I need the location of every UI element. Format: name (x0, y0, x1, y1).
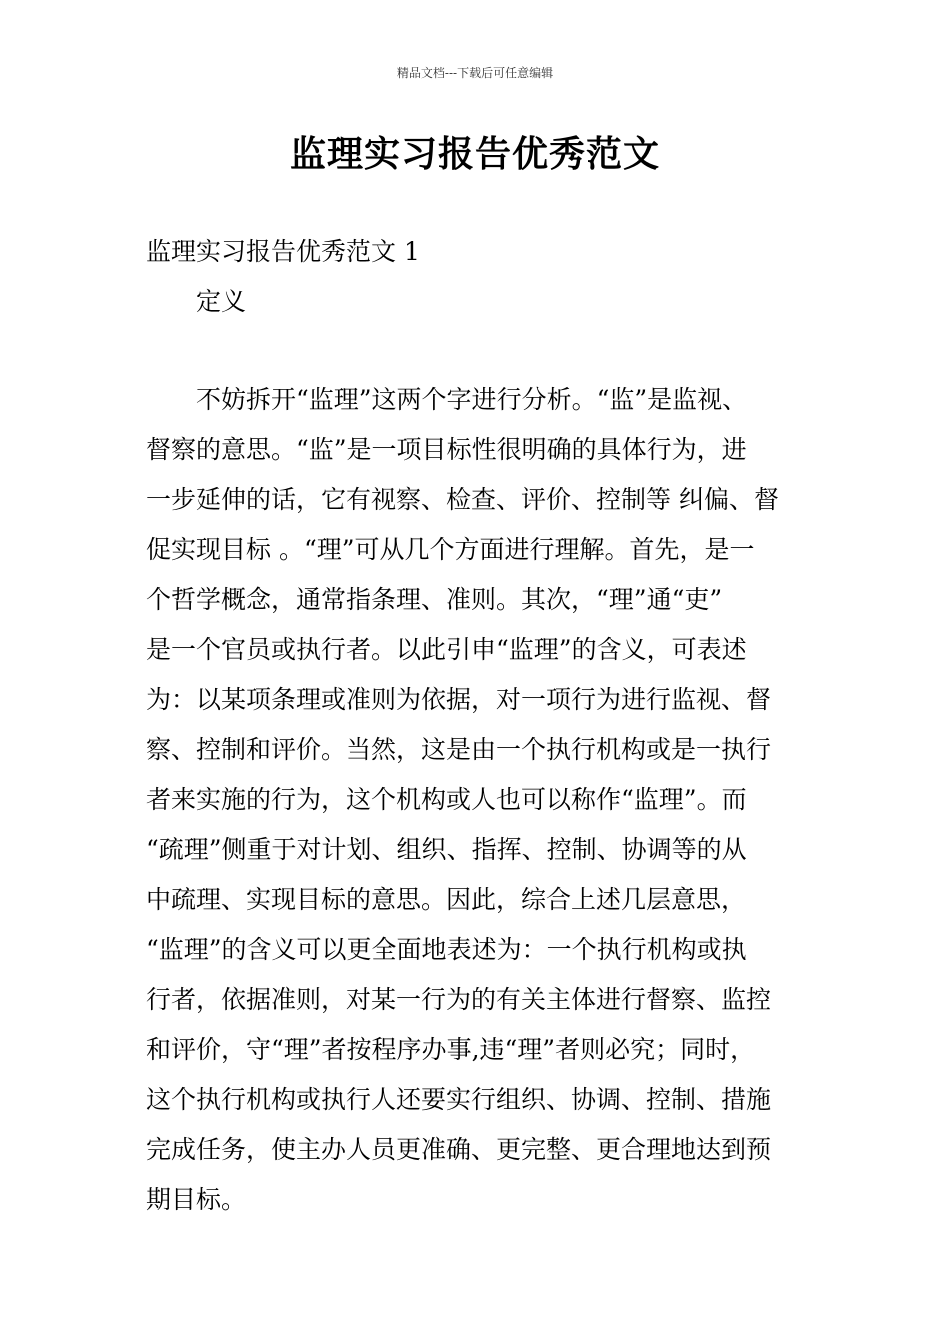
paragraph-line: 行者，依据准则，对某一行为的有关主体进行督察、监控 (146, 985, 772, 1014)
paragraph-line: “疏理”侧重于对计划、组织、指挥、控制、协调等的从 (146, 835, 747, 864)
paragraph-line: 是一个官员或执行者。以此引申“监理”的含义，可表述 (146, 635, 747, 664)
body-paragraph (146, 375, 826, 1225)
paragraph-line: 一步延伸的话，它有视察、检查、评价、控制等 纠偏、督 (146, 485, 779, 514)
document-title: 监理实习报告优秀范文 (289, 133, 660, 175)
paragraph-line: 和评价，守“理”者按程序办事,违“理”者则必究；同时， (146, 1035, 756, 1064)
paragraph-line: 促实现目标 。“理”可从几个方面进行理解。首先，是一 (146, 535, 755, 564)
header-note: 精品文档---下载后可任意编辑 (396, 66, 554, 80)
paragraph-line: 这个执行机构或执行人还要实行组织、协调、控制、措施 (146, 1085, 772, 1114)
paragraph-line: 中疏理、实现目标的意思。因此，综合上述几层意思， (146, 885, 747, 914)
paragraph-line: 个哲学概念，通常指条理、准则。其次，“理”通“吏” (146, 585, 723, 614)
section-title: 监理实习报告优秀范文 1 (146, 237, 420, 266)
paragraph-line: 不妨拆开“监理”这两个字进行分析。“监”是监视、 (196, 385, 748, 414)
paragraph-line: 为：以某项条理或准则为依据，对一项行为进行监视、督 (146, 685, 772, 714)
paragraph-line: 者来实施的行为，这个机构或人也可以称作“监理”。而 (146, 785, 747, 814)
subheading-definition: 定义 (196, 287, 247, 316)
paragraph-line: 督察的意思。“监”是一项目标性很明确的具体行为，进 (146, 435, 747, 464)
paragraph-line: 察、控制和评价。当然，这是由一个执行机构或是一执行 (146, 735, 772, 764)
paragraph-line: “监理”的含义可以更全面地表述为：一个执行机构或执 (146, 935, 747, 964)
paragraph-line: 期目标。 (146, 1185, 247, 1214)
paragraph-line: 完成任务，使主办人员更准确、更完整、更合理地达到预 (146, 1135, 772, 1164)
